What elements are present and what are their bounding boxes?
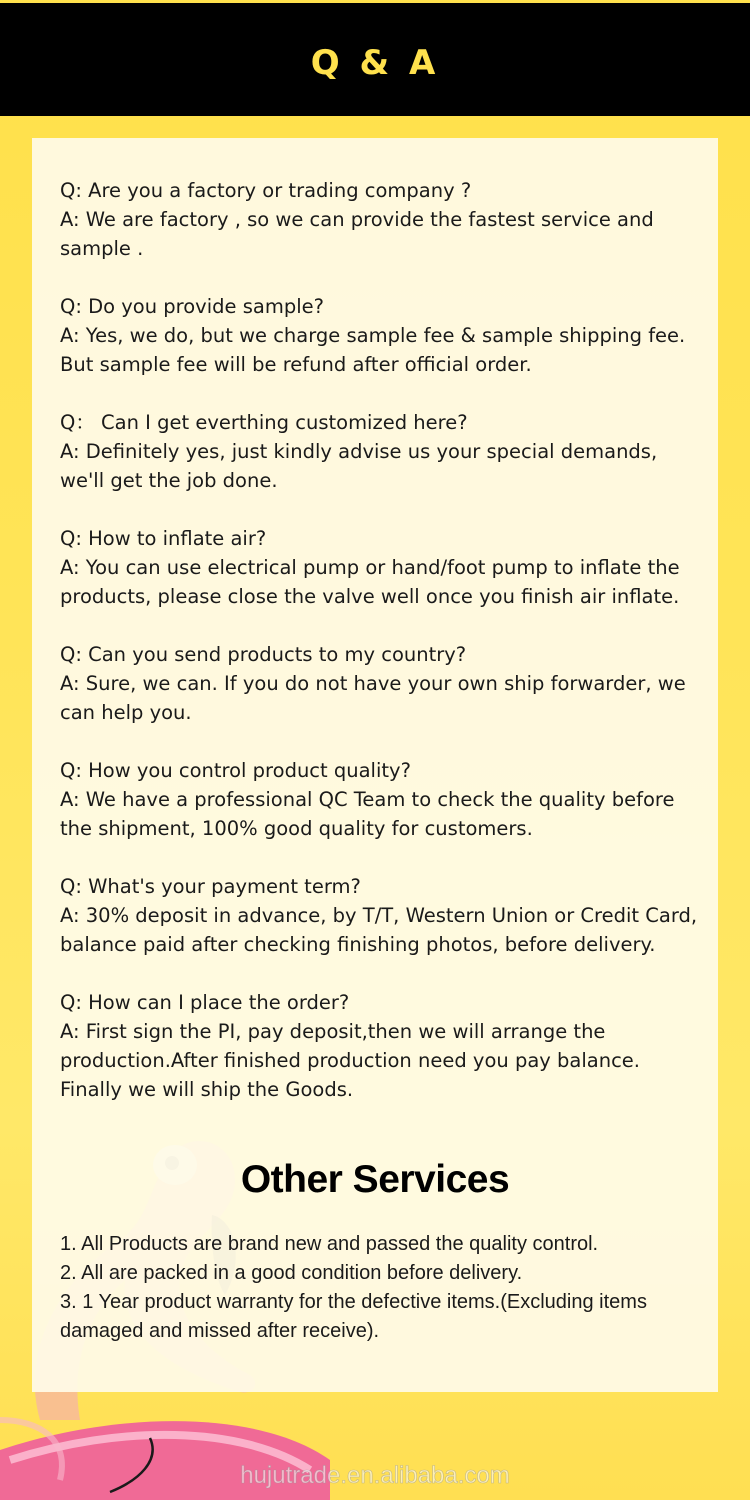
question-text: Q： Can I get everthing customized here? [60, 411, 468, 434]
answer-text: A: You can use electrical pump or hand/foot pump to inflate the products, please close the valve well once you finish air inflate. [60, 556, 680, 608]
service-item: 1. All Products are brand new and passed the quality control. [60, 1233, 599, 1255]
question-text: Q: Can you send products to my country? [60, 643, 467, 666]
answer-text: A: Sure, we can. If you do not have your own ship forwarder, we can help you. [60, 672, 686, 724]
answer-text: A: 30% deposit in advance, by T/T, Western Union or Credit Card, balance paid after checking finishing photos, before delivery. [60, 904, 698, 956]
watermark-text: hujutrade.en.alibaba.com [240, 1462, 510, 1489]
question-text: Q: What's your payment term? [60, 875, 361, 898]
qa-item [60, 756, 700, 843]
qa-item [60, 176, 700, 263]
question-text: Q: How you control product quality? [60, 759, 411, 782]
question-text: Q: How to inflate air? [60, 527, 267, 550]
qa-list [60, 176, 700, 1133]
qa-item [60, 988, 700, 1104]
service-item: 2. All are packed in a good condition before delivery. [60, 1262, 523, 1284]
qa-item [60, 408, 700, 495]
question-text: Q: Do you provide sample? [60, 295, 324, 318]
qa-item [60, 872, 700, 959]
services-heading: Other Services [240, 1158, 510, 1201]
answer-text: A: We have a professional QC Team to check the quality before the shipment, 100% good quality for customers. [60, 788, 675, 840]
qa-item [60, 292, 700, 379]
page-title: Q & A [310, 43, 440, 83]
answer-text: A: Definitely yes, just kindly advise us your special demands, we'll get the job done. [60, 440, 658, 492]
question-text: Q: Are you a factory or trading company ? [60, 179, 472, 202]
service-item: 3. 1 Year product warranty for the defective items.(Excluding items damaged and missed after receive). [60, 1291, 647, 1342]
services-list [60, 1230, 700, 1346]
header-bar [0, 0, 750, 116]
qa-item [60, 640, 700, 727]
answer-text: A: We are factory , so we can provide the fastest service and sample . [60, 208, 654, 260]
qa-card [32, 138, 718, 1392]
answer-text: A: First sign the PI, pay deposit,then we will arrange the production.After finished production need you pay balance. Finally we will ship the Goods. [60, 1020, 640, 1101]
qa-item [60, 524, 700, 611]
question-text: Q: How can I place the order? [60, 991, 350, 1014]
answer-text: A: Yes, we do, but we charge sample fee & sample shipping fee. But sample fee will be refund after official order. [60, 324, 686, 376]
